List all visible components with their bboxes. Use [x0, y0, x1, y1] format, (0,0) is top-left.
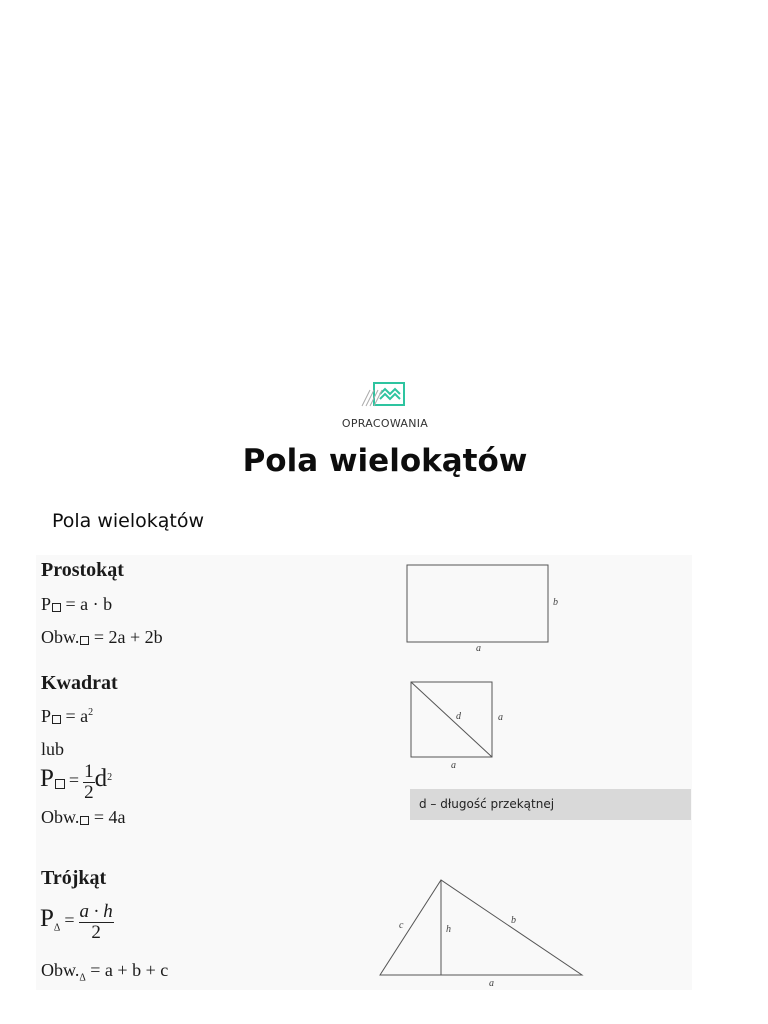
diagonal-note: d – długość przekątnej [410, 789, 691, 820]
or-text: lub [41, 739, 65, 759]
brand-name: OPRACOWANIA [341, 417, 429, 430]
square-heading: Kwadrat [41, 672, 118, 694]
rectangle-figure [407, 565, 548, 642]
square-diagonal [411, 682, 492, 757]
square-perimeter-formula: Obw. = 4a [41, 807, 126, 827]
triangle-label-h: h [446, 924, 451, 935]
square-label-a-bottom: a [451, 760, 456, 771]
rectangle-area-formula: P = a · b [41, 594, 113, 614]
triangle-label-a: a [489, 978, 494, 989]
square-area-diagonal-formula: P = $\frac{1}{2}$ $d^2$ [40, 761, 113, 803]
square-label-d: d [456, 711, 461, 722]
rectangle-label-a: a [476, 643, 481, 654]
rectangle-label-b: b [553, 597, 558, 608]
triangle-heading: Trójkąt [41, 867, 107, 889]
rectangle-heading: Prostokąt [41, 559, 124, 581]
rectangle-perimeter-formula: Obw. = 2a + 2b [41, 627, 163, 647]
triangle-label-c: c [399, 920, 404, 931]
triangle-perimeter-formula: $Obw._\Delta = a + b + c$ [41, 960, 169, 984]
triangle-figure [380, 880, 582, 975]
square-area-formula: $P = a^2$ [41, 706, 94, 726]
section-subtitle: Pola wielokątów [52, 510, 205, 532]
triangle-area-formula: $P_\Delta$ = $\frac{a \cdot h}{2}$ [40, 901, 113, 943]
triangle-label-b: b [511, 915, 516, 926]
page-title: Pola wielokątów [242, 443, 528, 479]
square-label-a-right: a [498, 712, 503, 723]
